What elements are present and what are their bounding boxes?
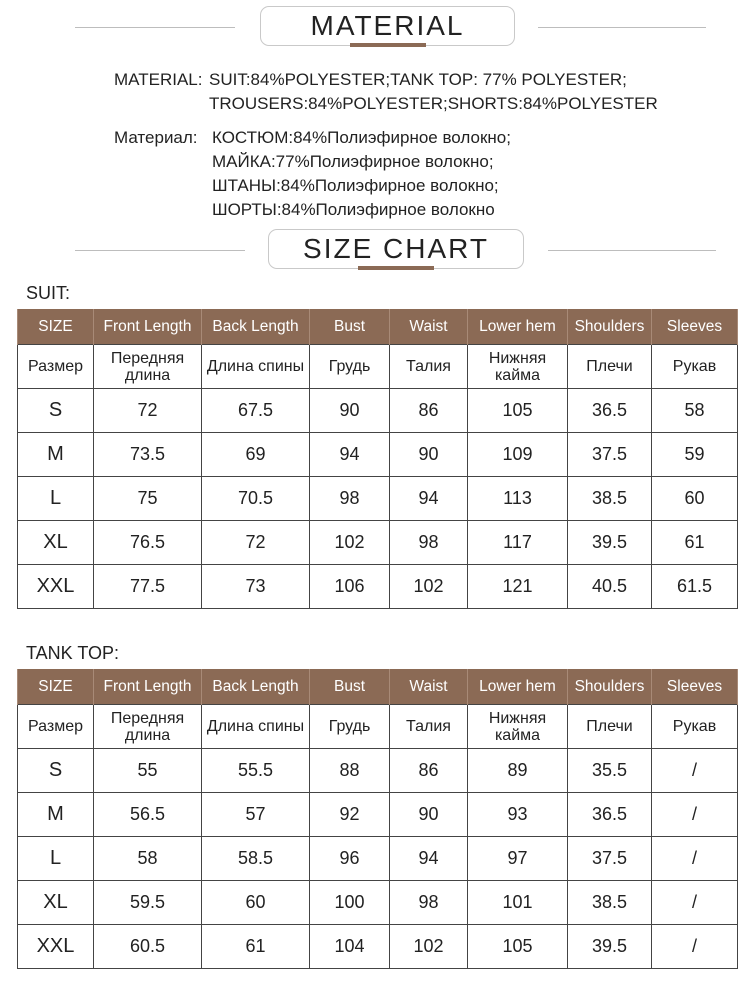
table-header-row [18,309,738,345]
ru-header-cell: Рукав [652,705,738,749]
size-chart-section-header [0,225,750,275]
header-cell: Lower hem [468,309,568,345]
table-cell: / [652,793,738,837]
table-cell: 102 [310,521,390,565]
table-cell: 36.5 [568,389,652,433]
table-cell: 55 [94,749,202,793]
table-cell: 94 [390,837,468,881]
title-underline [350,43,426,47]
table-cell: 72 [94,389,202,433]
table-row [18,925,738,969]
table-cell: 109 [468,433,568,477]
table-cell: 113 [468,477,568,521]
ru-header-cell: Грудь [310,345,390,389]
size-chart-title: SIZE CHART [303,233,489,264]
table-cell: 90 [390,433,468,477]
material-section-header [0,2,750,52]
header-divider-right [548,250,716,251]
material-title: MATERIAL [310,10,465,41]
ru-header-cell: Нижняя кайма [468,345,568,389]
header-cell: Bust [310,309,390,345]
table-cell: 75 [94,477,202,521]
ru-header-cell: Длина спины [202,345,310,389]
size-cell: M [18,793,94,837]
header-divider-left [75,27,235,28]
table-cell: 60 [202,881,310,925]
table-cell: 58 [652,389,738,433]
material-line: SUIT:84%POLYESTER;TANK TOP: 77% POLYESTER; [209,70,627,89]
header-cell: Front Length [94,669,202,705]
table-cell: 35.5 [568,749,652,793]
table-cell: 101 [468,881,568,925]
table-cell: 89 [468,749,568,793]
size-cell: XL [18,881,94,925]
ru-header-cell: Плечи [568,705,652,749]
table-cell: 76.5 [94,521,202,565]
size-cell: M [18,433,94,477]
table-cell: 37.5 [568,837,652,881]
table-cell: 67.5 [202,389,310,433]
tank-top-size-table [17,669,738,969]
header-cell: Waist [390,669,468,705]
table-cell: 105 [468,925,568,969]
material-russian [0,126,750,226]
suit-size-table [17,309,738,609]
table-cell: 59.5 [94,881,202,925]
table-cell: 60 [652,477,738,521]
table-cell: 38.5 [568,881,652,925]
table-cell: 61 [652,521,738,565]
table-cell: 57 [202,793,310,837]
table-cell: 88 [310,749,390,793]
size-chart-title-pill [268,229,524,269]
table-cell: 55.5 [202,749,310,793]
table-cell: 77.5 [94,565,202,609]
table-cell: 73.5 [94,433,202,477]
tank-top-table-title: TANK TOP: [26,643,120,663]
table-cell: 86 [390,749,468,793]
table-cell: 58 [94,837,202,881]
header-cell: Bust [310,669,390,705]
table-row [18,793,738,837]
table-cell: 61 [202,925,310,969]
header-cell: Waist [390,309,468,345]
table-cell: 117 [468,521,568,565]
material-english [0,68,750,118]
size-cell: L [18,477,94,521]
table-cell: 106 [310,565,390,609]
header-cell: Sleeves [652,309,738,345]
size-cell: XXL [18,565,94,609]
table-cell: 94 [390,477,468,521]
table-cell: 38.5 [568,477,652,521]
table-cell: / [652,837,738,881]
ru-header-cell: Размер [18,705,94,749]
table-cell: 40.5 [568,565,652,609]
table-cell: 61.5 [652,565,738,609]
ru-header-cell: Грудь [310,705,390,749]
size-cell: S [18,749,94,793]
header-cell: Lower hem [468,669,568,705]
russian-header-row [18,705,738,749]
suit-table-title: SUIT: [26,283,71,303]
table-cell: 98 [310,477,390,521]
ru-header-cell: Плечи [568,345,652,389]
table-cell: 104 [310,925,390,969]
table-cell: 105 [468,389,568,433]
table-cell: 92 [310,793,390,837]
table-cell: 102 [390,925,468,969]
table-header-row [18,669,738,705]
table-cell: 98 [390,521,468,565]
header-divider-right [538,27,706,28]
table-cell: / [652,925,738,969]
material-label-en: MATERIAL: [114,70,203,89]
table-cell: 39.5 [568,925,652,969]
table-cell: 69 [202,433,310,477]
title-underline [358,266,434,270]
russian-header-row [18,345,738,389]
header-cell: SIZE [18,669,94,705]
material-line: ШТАНЫ:84%Полиэфирное волокно; [212,176,499,195]
material-label-ru: Материал: [114,128,198,147]
table-cell: 72 [202,521,310,565]
material-line: ШОРТЫ:84%Полиэфирное волокно [212,200,495,219]
material-line: TROUSERS:84%POLYESTER;SHORTS:84%POLYESTER [209,94,658,113]
table-cell: 70.5 [202,477,310,521]
ru-header-cell: Длина спины [202,705,310,749]
table-cell: 98 [390,881,468,925]
header-cell: Shoulders [568,669,652,705]
table-cell: 102 [390,565,468,609]
ru-header-cell: Нижняя кайма [468,705,568,749]
ru-header-cell: Передняя длина [94,705,202,749]
table-cell: 60.5 [94,925,202,969]
header-divider-left [75,250,245,251]
ru-header-cell: Талия [390,705,468,749]
size-cell: L [18,837,94,881]
material-title-pill [260,6,515,46]
table-row [18,477,738,521]
ru-header-cell: Размер [18,345,94,389]
ru-header-cell: Передняя длина [94,345,202,389]
material-line: МАЙКА:77%Полиэфирное волокно; [212,152,494,171]
size-cell: XL [18,521,94,565]
table-cell: / [652,881,738,925]
ru-header-cell: Рукав [652,345,738,389]
table-cell: 59 [652,433,738,477]
table-row [18,881,738,925]
table-row [18,433,738,477]
table-cell: 56.5 [94,793,202,837]
table-row [18,837,738,881]
size-cell: S [18,389,94,433]
table-cell: 36.5 [568,793,652,837]
table-cell: 90 [390,793,468,837]
size-cell: XXL [18,925,94,969]
table-cell: 86 [390,389,468,433]
material-line: КОСТЮМ:84%Полиэфирное волокно; [212,128,511,147]
header-cell: Shoulders [568,309,652,345]
table-cell: 94 [310,433,390,477]
table-row [18,521,738,565]
ru-header-cell: Талия [390,345,468,389]
header-cell: Back Length [202,669,310,705]
header-cell: SIZE [18,309,94,345]
table-cell: 39.5 [568,521,652,565]
table-cell: 100 [310,881,390,925]
table-cell: 97 [468,837,568,881]
header-cell: Front Length [94,309,202,345]
table-cell: 37.5 [568,433,652,477]
table-row [18,565,738,609]
table-cell: 73 [202,565,310,609]
table-cell: / [652,749,738,793]
table-cell: 121 [468,565,568,609]
table-cell: 58.5 [202,837,310,881]
header-cell: Back Length [202,309,310,345]
table-cell: 96 [310,837,390,881]
table-cell: 90 [310,389,390,433]
header-cell: Sleeves [652,669,738,705]
table-cell: 93 [468,793,568,837]
table-row [18,749,738,793]
table-row [18,389,738,433]
